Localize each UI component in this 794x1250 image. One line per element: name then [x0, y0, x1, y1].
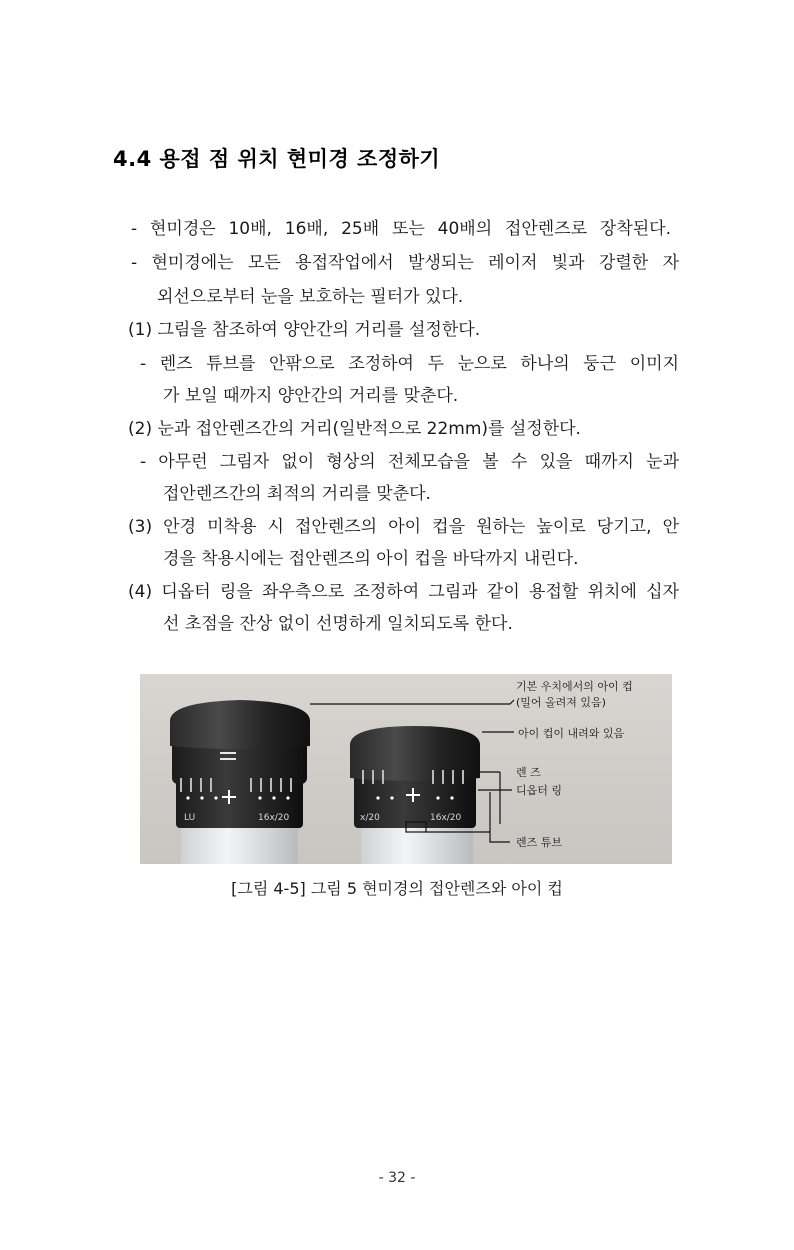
callout-cup-lowered: 아이 컵이 내려와 있음 [518, 727, 625, 740]
body-line: (4) 디옵터 링을 좌우측으로 조정하여 그림과 같이 용접할 위치에 십자 [128, 582, 679, 602]
left-side-marking: LU [184, 813, 196, 823]
body-line: - 현미경에는 모든 용접작업에서 발생되는 레이저 빛과 강렬한 자 [131, 253, 679, 273]
figure-caption: [그림 4-5] 그림 5 현미경의 접안렌즈와 아이 컵 [231, 879, 563, 898]
body-line: - 아무런 그림자 없이 형상의 전체모습을 볼 수 있을 때까지 눈과 [140, 452, 679, 472]
callout-diopter-ring: 디옵터 링 [516, 784, 563, 797]
body-line: 접안렌즈간의 최적의 거리를 맞춘다. [163, 484, 431, 504]
left-eyepiece [170, 700, 310, 864]
callout-default-position-note: (밀어 올려져 있음) [516, 696, 606, 709]
right-side-marking: x/20 [360, 813, 380, 823]
callout-default-position: 기본 우치에서의 아이 컵 [516, 680, 633, 693]
section-heading: 4.4 용접 점 위치 현미경 조정하기 [113, 147, 441, 171]
body-line: - 현미경은 10배, 16배, 25배 또는 40배의 접안렌즈로 장착된다. [131, 219, 671, 239]
right-eyepiece [350, 726, 480, 864]
body-line: 선 초점을 잔상 없이 선명하게 일치되도록 한다. [163, 614, 513, 634]
body-line: (2) 눈과 접안렌즈간의 거리(일반적으로 22mm)를 설정한다. [128, 419, 581, 439]
body-line: 경을 착용시에는 접안렌즈의 아이 컵을 바닥까지 내린다. [163, 549, 579, 569]
eyepiece-photo [140, 674, 672, 864]
body-line: 외선으로부터 눈을 보호하는 필터가 있다. [157, 287, 464, 307]
body-line: 가 보일 때까지 양안간의 거리를 맞춘다. [163, 386, 459, 406]
callout-lens: 렌 즈 [516, 766, 541, 779]
callout-lens-tube: 렌즈 튜브 [516, 836, 563, 849]
right-magnification-marking: 16x/20 [430, 813, 462, 823]
body-line: - 렌즈 튜브를 안팎으로 조정하여 두 눈으로 하나의 둥근 이미지 [140, 354, 679, 374]
body-line: (3) 안경 미착용 시 접안렌즈의 아이 컵을 원하는 높이로 당기고, 안 [128, 517, 679, 537]
page-number: - 32 - [378, 1170, 416, 1186]
body-line: (1) 그림을 참조하여 양안간의 거리를 설정한다. [128, 320, 481, 340]
left-magnification-marking: 16x/20 [258, 813, 290, 823]
eyepiece-illustration [140, 674, 672, 864]
